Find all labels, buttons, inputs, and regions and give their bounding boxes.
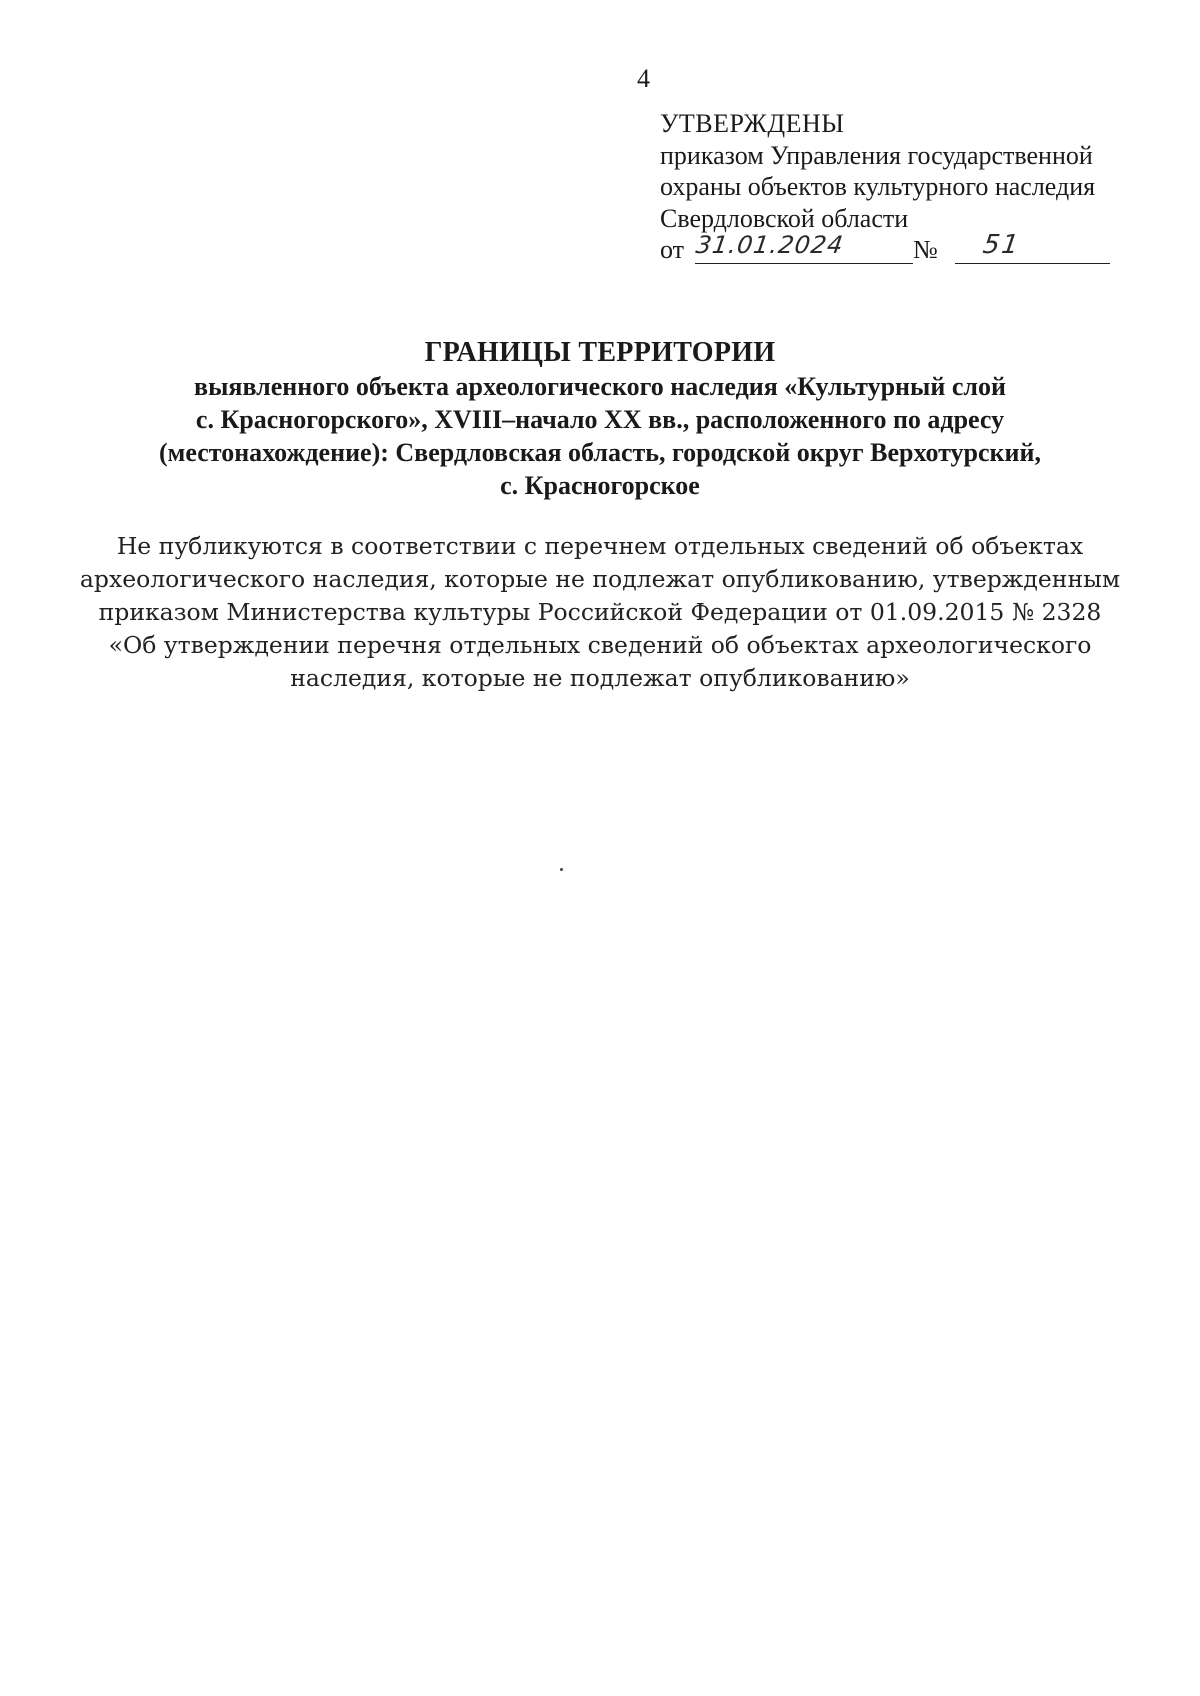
title-line: (местонахождение): Свердловская область, городской округ Верхотурский, [159,438,1041,467]
date-underline [695,263,913,264]
approval-line: Свердловской области [660,203,909,233]
handwritten-order-date: 31.01.2024 [694,231,846,259]
document-title-block [0,336,1200,502]
document-title: ГРАНИЦЫ ТЕРРИТОРИИ [424,337,776,368]
approval-stamp [660,108,1160,268]
body-line: «Об утверждении перечня отдельных сведений об объектах археологического [108,631,1092,659]
page-number: 4 [637,64,650,93]
number-label: № [913,235,938,264]
body-line: приказом Министерства культуры Российской Федерации от 01.09.2015 № 2328 [98,598,1102,626]
body-line: археологического наследия, которые не подлежат опубликованию, утвержденным [79,565,1121,593]
from-label: от [660,235,685,264]
approval-line: приказом Управления государственной [660,140,1093,170]
order-date-number-row [660,230,1160,268]
body-line: Не публикуются в соответствии с перечнем отдельных сведений об объектах [116,532,1084,560]
approval-heading: УТВЕРЖДЕНЫ [660,109,845,138]
approval-line: охраны объектов культурного наследия [660,172,1096,201]
handwritten-order-number: 51 [980,230,1023,260]
body-paragraph [0,530,1200,695]
scan-speck [560,868,563,871]
title-line: выявленного объекта археологического наследия «Культурный слой [194,372,1006,401]
title-line: с. Красногорского», XVIII–начало XX вв., расположенного по адресу [195,405,1005,434]
title-line: с. Красногорское [500,471,700,500]
body-line: наследия, которые не подлежат опубликованию» [290,664,910,692]
number-underline [955,263,1110,264]
